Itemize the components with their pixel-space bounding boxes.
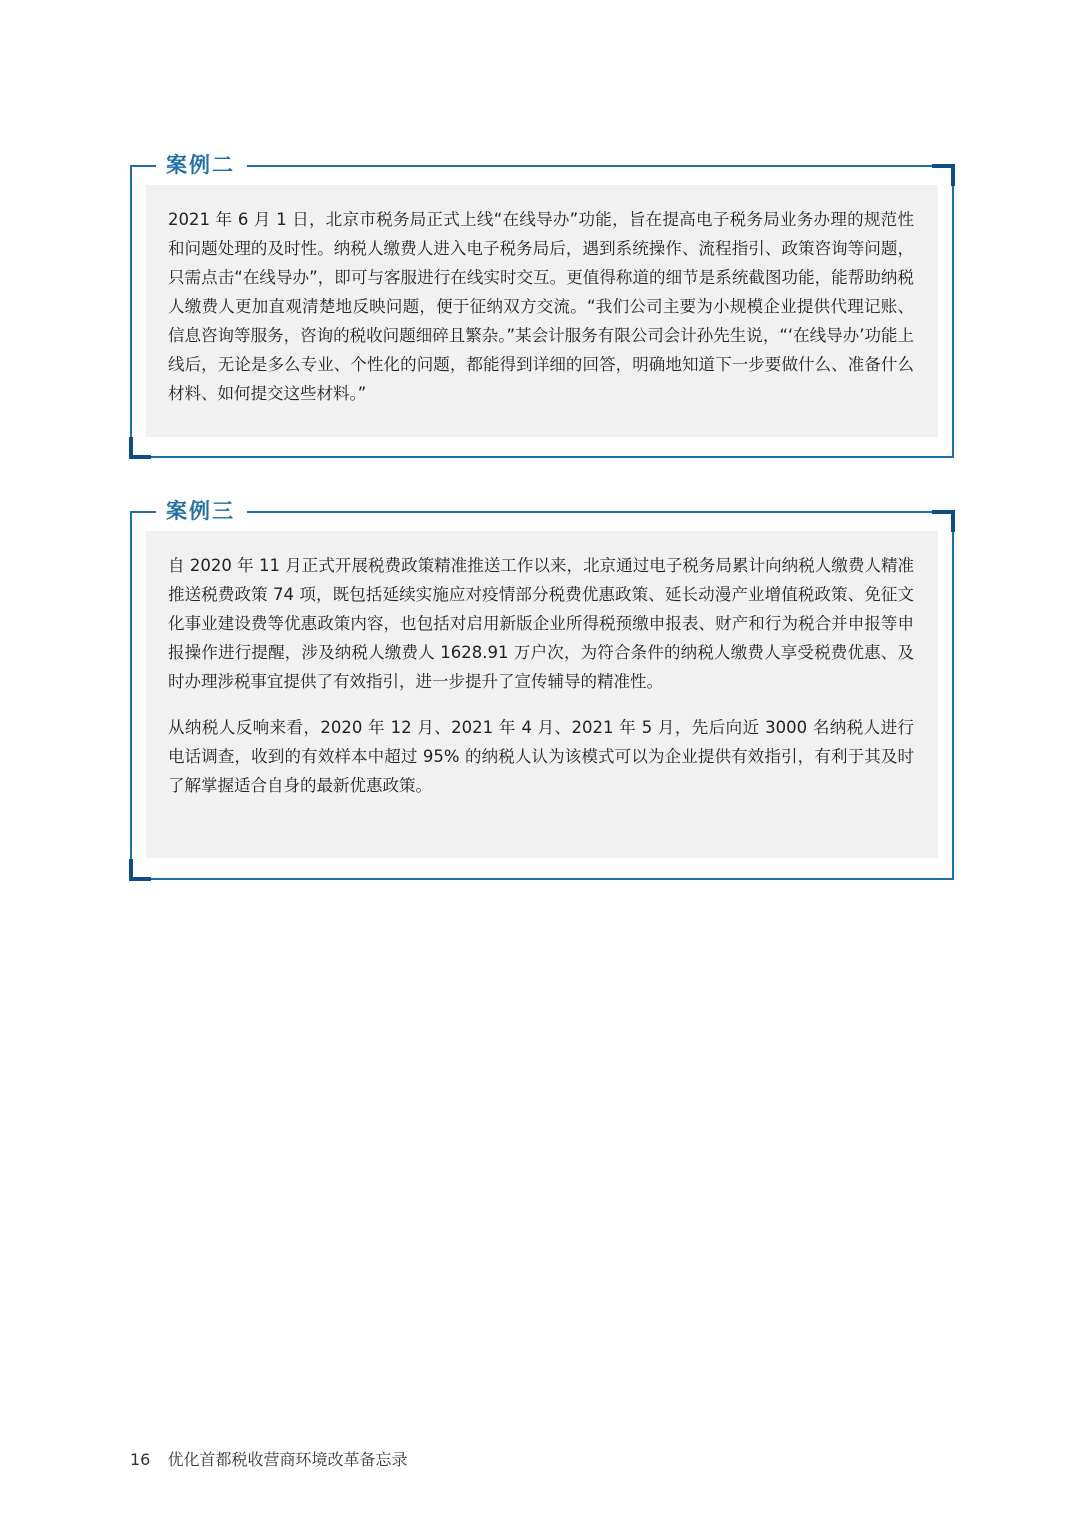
document-title: 优化首都税收营商环境改革备忘录 bbox=[167, 1450, 408, 1469]
frame-bottom-line bbox=[130, 878, 954, 880]
corner-bottom-left-vertical bbox=[129, 859, 133, 881]
corner-top-right-vertical bbox=[951, 164, 955, 186]
case-box-2 bbox=[130, 153, 954, 458]
case-panel bbox=[146, 531, 938, 858]
frame-left-line bbox=[130, 511, 132, 880]
page-number: 16 bbox=[130, 1450, 151, 1469]
case-paragraph: 2021 年 6 月 1 日，北京市税务局正式上线“在线导办”功能，旨在提高电子税务局业务办理的规范性和问题处理的及时性。纳税人缴费人进入电子税务局后，遇到系统操作、流程指引、政策咨询等问题，只需点击“在线导办”，即可与客服进行在线实时交互。更值得称道的细节是系统截图功能，能帮助纳税人缴费人更加直观清楚地反映问题，便于征纳双方交流。“我们公司主要为小规模企业提供代理记账、信息咨询等服务，咨询的税收问题细碎且繁杂。”某会计服务有限公司会计孙先生说，“‘在线导办’功能上线后，无论是多么专业、个性化的问题，都能得到详细的回答，明确地知道下一步要做什么、准备什么材料、如何提交这些材料。” bbox=[168, 210, 914, 403]
case-title: 案例二 bbox=[156, 151, 247, 179]
case-box-3 bbox=[130, 499, 954, 880]
frame-right-line bbox=[952, 511, 954, 880]
frame-top-line bbox=[130, 511, 954, 513]
page-footer bbox=[130, 1447, 407, 1470]
case-paragraph: 从纳税人反响来看，2020 年 12 月、2021 年 4 月、2021 年 5 月，先后向近 3000 名纳税人进行电话调查，收到的有效样本中超过 95% 的纳税人认为该模式可以为企业提供有效指引，有利于其及时了解掌握适合自身的最新优惠政策。 bbox=[168, 718, 914, 795]
case-panel bbox=[146, 185, 938, 437]
case-paragraph: 自 2020 年 11 月正式开展税费政策精准推送工作以来，北京通过电子税务局累计向纳税人缴费人精准推送税费政策 74 项，既包括延续实施应对疫情部分税费优惠政策、延长动漫产业增值税政策、免征文化事业建设费等优惠政策内容，也包括对启用新版企业所得税预缴申报表、财产和行为税合并申报等申报操作进行提醒，涉及纳税人缴费人 1628.91 万户次，为符合条件的纳税人缴费人享受税费优惠、及时办理涉税事宜提供了有效指引，进一步提升了宣传辅导的精准性。 bbox=[168, 556, 914, 691]
frame-right-line bbox=[952, 165, 954, 458]
corner-top-right-vertical bbox=[951, 510, 955, 532]
case-title: 案例三 bbox=[156, 497, 247, 525]
frame-top-line bbox=[130, 165, 954, 167]
corner-bottom-left-vertical bbox=[129, 437, 133, 459]
frame-left-line bbox=[130, 165, 132, 458]
frame-bottom-line bbox=[130, 456, 954, 458]
